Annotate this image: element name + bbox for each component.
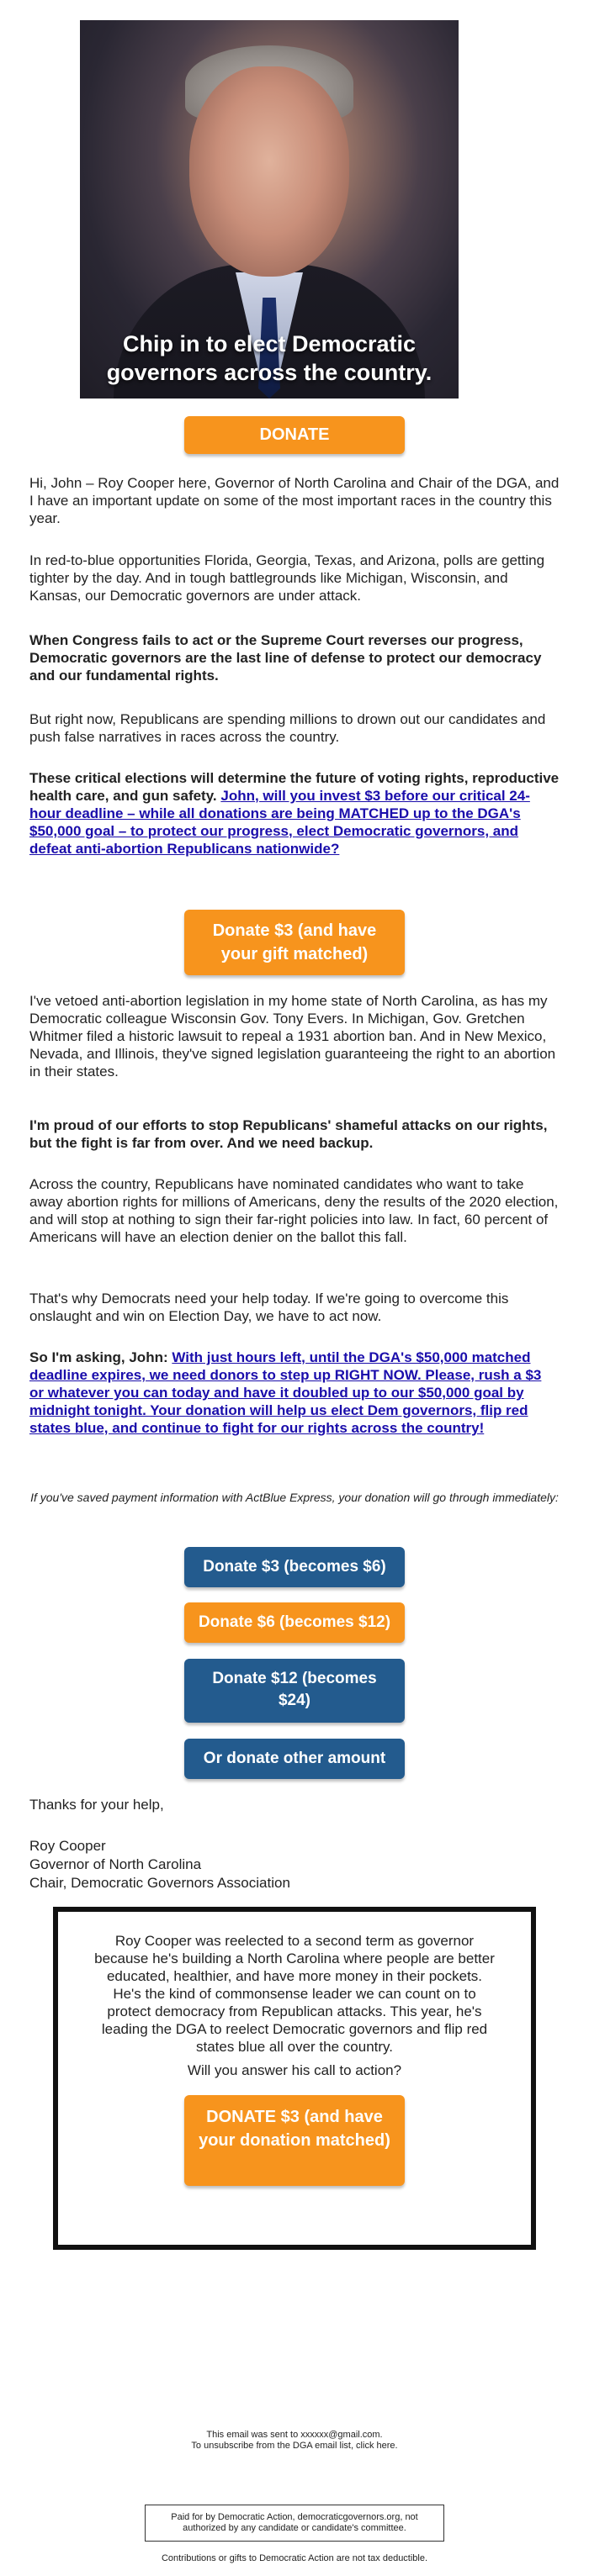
signature-title-governor: Governor of North Carolina: [29, 1856, 202, 1872]
signature-title-chair: Chair, Democratic Governors Association: [29, 1875, 290, 1891]
donate-12-becomes-24-button[interactable]: Donate $12 (becomes $24): [184, 1659, 405, 1723]
footer-disclaimer: Contributions or gifts to Democratic Action are not tax deductible.: [161, 2553, 428, 2563]
republicans-paragraph: But right now, Republicans are spending millions to drown out our candidates and push false narratives in races across the country.: [29, 711, 546, 745]
paid-for-box: [145, 2505, 444, 2542]
thanks-text: Thanks for your help,: [29, 1797, 164, 1813]
hero-caption-line2: governors across the country.: [106, 360, 432, 385]
rush-donation-link[interactable]: With just hours left, until the DGA's $50,000 matched deadline expires, we need donors to step up RIGHT NOW. Please, rush a $3 or whatever you can today and have it doubled up to our $50,000 goal by midnight tonight. Your donation will help us elect Dem governors, flip red states blue, and continue to fight for our rights across the country!: [29, 1349, 542, 1436]
asking-bold-text: So I'm asking, John:: [29, 1349, 168, 1365]
call-to-action-box: [53, 1907, 536, 2250]
paid-for-text: Paid for by Democratic Action, democraticgovernors.org, not authorized by any candidate or candidate's committee.: [171, 2512, 418, 2533]
actblue-note: If you've saved payment information with ActBlue Express, your donation will go through immediately:: [30, 1491, 559, 1504]
help-today-paragraph: That's why Democrats need your help today. If we're going to overcome this onslaught and win on Election Day, we have to act now.: [29, 1291, 509, 1324]
hero-caption-line1: Chip in to elect Democratic: [122, 331, 417, 356]
elections-bold-text: These critical elections will determine the future of voting rights, reproductive health care, and gun safety.: [29, 770, 560, 804]
donate-3-becomes-6-button[interactable]: Donate $3 (becomes $6): [184, 1547, 405, 1587]
asking-paragraph: [29, 1349, 560, 1437]
footer-sent-to: This email was sent to xxxxxx@gmail.com.: [206, 2430, 383, 2440]
hero-caption: [80, 330, 459, 387]
proud-paragraph: I'm proud of our efforts to stop Republicans' shameful attacks on our rights, but the fight is far from over. And we need backup.: [29, 1117, 548, 1151]
donate-other-amount-button[interactable]: Or donate other amount: [184, 1739, 405, 1779]
vetoes-paragraph: I've vetoed anti-abortion legislation in my home state of North Carolina, as has my Democratic colleague Wisconsin Gov. Tony Evers. In Michigan, Gov. Gretchen Whitmer filed a historic lawsuit to repeal a 1931 abortion ban. And in New Mexico, Nevada, and Illinois, they've signed legislation guaranteeing the right to an abortion in their states.: [29, 993, 556, 1079]
polls-paragraph: In red-to-blue opportunities Florida, Georgia, Texas, and Arizona, polls are getting tighter by the day. And in tough battlegrounds like Michigan, Wisconsin, and Kansas, our Democratic governors are under attack.: [29, 552, 545, 604]
signature-name: Roy Cooper: [29, 1838, 106, 1854]
hero-face: [189, 66, 349, 277]
across-country-paragraph: Across the country, Republicans have nominated candidates who want to take away abortion rights for millions of Americans, deny the results of the 2020 election, and will stop at nothing to sign their far-right policies into law. In fact, 60 percent of Americans will have an election denier on the ballot this fall.: [29, 1176, 559, 1245]
intro-paragraph: Hi, John – Roy Cooper here, Governor of North Carolina and Chair of the DGA, and I have an important update on some of the most important races in the country this year.: [29, 475, 560, 526]
box-bio-paragraph: Roy Cooper was reelected to a second term as governor because he's building a North Carolina where people are better educated, healthier, and have more money in their pockets. He's the kind of commonsense leader we can count on to protect democracy from Republican attacks. This year, he's leading the DGA to reelect Democratic governors and flip red states blue all over the country.: [94, 1933, 495, 2055]
donate-button-top[interactable]: DONATE: [184, 416, 405, 454]
defense-paragraph: When Congress fails to act or the Supreme Court reverses our progress, Democratic governors are the last line of defense to protect our democracy and our fundamental rights.: [29, 632, 542, 684]
elections-paragraph: [29, 769, 560, 858]
donate-3-matched-button[interactable]: Donate $3 (and have your gift matched): [184, 910, 405, 975]
box-question: Will you answer his call to action?: [187, 2062, 402, 2078]
hero-image[interactable]: [80, 20, 459, 399]
invest-link[interactable]: John, will you invest $3 before our critical 24-hour deadline – while all donations are being MATCHED up to the DGA's $50,000 goal – to protect our progress, elect Democratic governors, and defeat anti-abortion Republicans nationwide?: [29, 788, 530, 857]
donate-6-becomes-12-button[interactable]: Donate $6 (becomes $12): [184, 1602, 405, 1643]
unsubscribe-link[interactable]: To unsubscribe from the DGA email list, click here.: [191, 2441, 398, 2451]
footer-unsubscribe: [0, 2441, 589, 2452]
donate-3-box-button[interactable]: DONATE $3 (and have your donation matched): [184, 2095, 405, 2186]
